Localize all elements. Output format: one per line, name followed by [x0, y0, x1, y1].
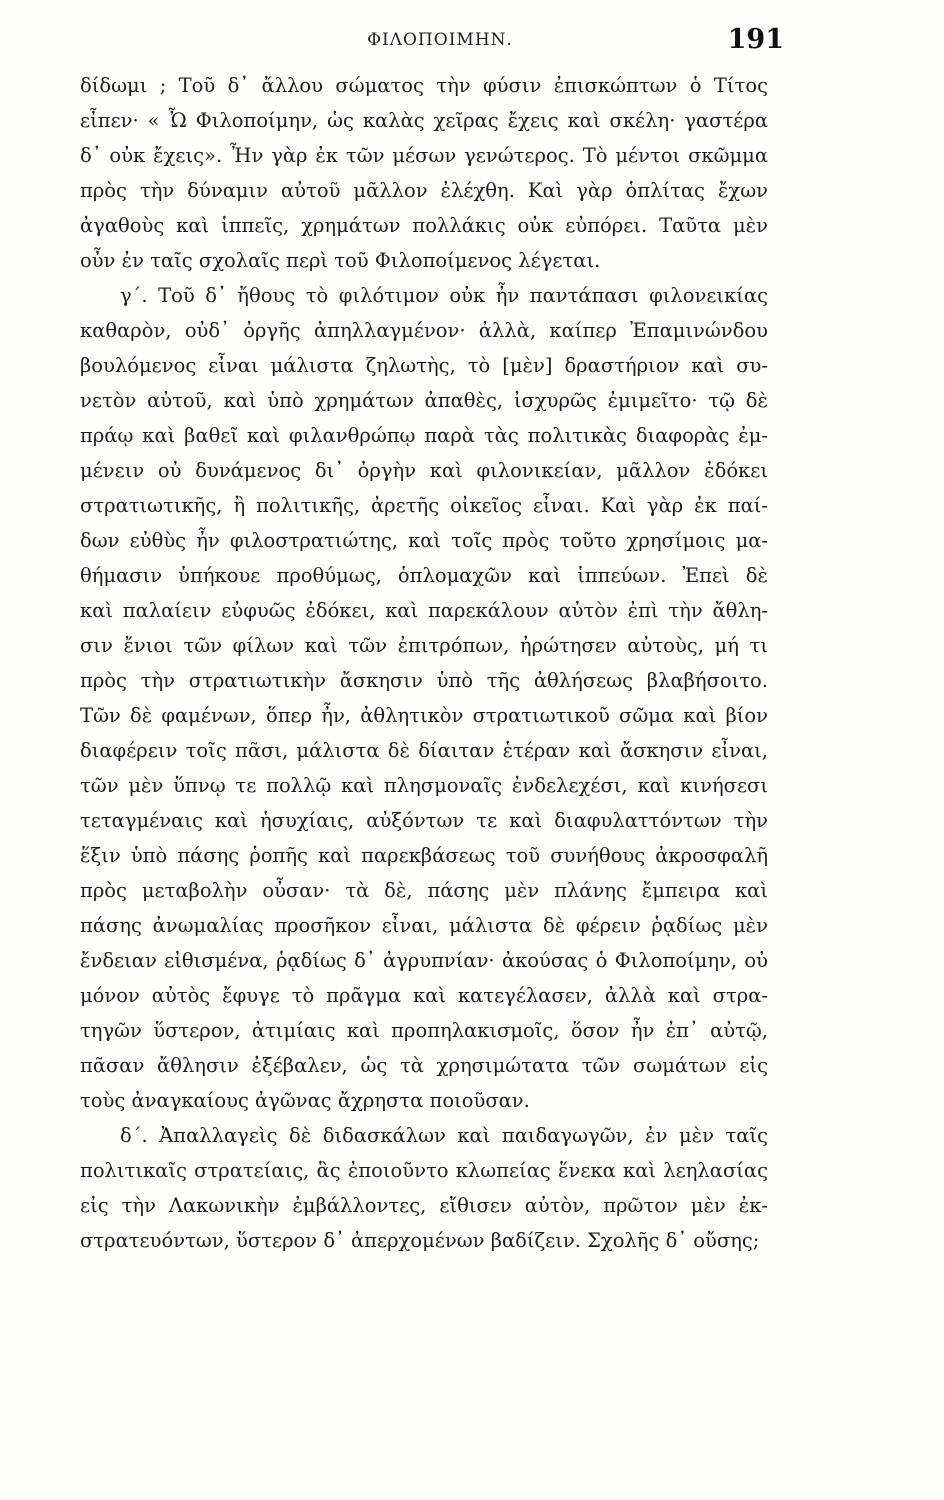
text-line: πράῳ καὶ βαθεῖ καὶ φιλανθρώπῳ παρὰ τὰς πολιτικὰς διαφορὰς ἐμ-: [80, 424, 768, 447]
text-line: πρὸς τὴν στρατιωτικὴν ἄσκησιν ὑπὸ τῆς ἀθλήσεως βλαβήσοιτο.: [80, 669, 768, 692]
text-line: βουλόμενος εἶναι μάλιστα ζηλωτὴς, τὸ [μὲν] δραστήριον καὶ συ-: [80, 354, 768, 377]
text-line: πολιτικαῖς στρατείαις, ἃς ἐποιοῦντο κλωπείας ἕνεκα καὶ λεηλασίας: [80, 1159, 768, 1182]
text-line: μένειν οὐ δυνάμενος δι᾽ ὀργὴν καὶ φιλονικείαν, μᾶλλον ἐδόκει: [80, 459, 768, 482]
page-number: 191: [727, 24, 784, 55]
text-line: τηγῶν ὕστερον, ἀτιμίαις καὶ προπηλακισμοῖς, ὅσον ἦν ἐπ᾽ αὐτῷ,: [80, 1019, 768, 1042]
text-line: πάσης ἀνωμαλίας προσῆκον εἶναι, μάλιστα δὲ φέρειν ῥᾳδίως μὲν: [80, 914, 768, 937]
text-line: θήμασιν ὑπήκουε προθύμως, ὁπλομαχῶν καὶ ἱππεύων. Ἐπεὶ δὲ: [80, 564, 768, 587]
text-line: μόνον αὐτὸς ἔφυγε τὸ πρᾶγμα καὶ κατεγέλασεν, ἀλλὰ καὶ στρα-: [80, 984, 768, 1007]
text-line: εἰς τὴν Λακωνικὴν ἐμβάλλοντες, εἴθισεν αὐτὸν, πρῶτον μὲν ἐκ-: [80, 1194, 768, 1217]
text-line: καθαρὸν, οὐδ᾽ ὀργῆς ἀπηλλαγμένον· ἀλλὰ, καίπερ Ἐπαμινώνδου: [80, 319, 768, 342]
text-line: εἶπεν· « Ὦ Φιλοποίμην, ὡς καλὰς χεῖρας ἔχεις καὶ σκέλη· γαστέρα: [80, 109, 768, 132]
text-line: πρὸς μεταβολὴν οὖσαν· τὰ δὲ, πάσης μὲν πλάνης ἔμπειρα καὶ: [80, 879, 768, 902]
text-line: πᾶσαν ἄθλησιν ἐξέβαλεν, ὡς τὰ χρησιμώτατα τῶν σωμάτων εἰς: [80, 1054, 768, 1077]
text-line: διαφέρειν τοῖς πᾶσι, μάλιστα δὲ δίαιταν ἑτέραν καὶ ἄσκησιν εἶναι,: [80, 739, 768, 762]
text-line: στρατιωτικῆς, ἢ πολιτικῆς, ἀρετῆς οἰκεῖος εἶναι. Καὶ γὰρ ἐκ παί-: [80, 494, 768, 517]
text-line: δων εὐθὺς ἦν φιλοστρατιώτης, καὶ τοῖς πρὸς τοῦτο χρησίμοις μα-: [80, 529, 768, 552]
text-line: σιν ἔνιοι τῶν φίλων καὶ τῶν ἐπιτρόπων, ἠρώτησεν αὐτοὺς, μή τι: [80, 634, 768, 657]
text-line: τῶν μὲν ὕπνῳ τε πολλῷ καὶ πλησμοναῖς ἐνδελεχέσι, καὶ κινήσεσι: [80, 774, 768, 797]
text-line: νετὸν αὐτοῦ, καὶ ὑπὸ χρημάτων ἀπαθὲς, ἰσχυρῶς ἐμιμεῖτο· τῷ δὲ: [80, 389, 768, 412]
paragraph-start-line: γ΄. Τοῦ δ᾽ ἤθους τὸ φιλότιμον οὐκ ἦν παντάπασι φιλονεικίας: [120, 284, 768, 307]
text-line: τεταγμέναις καὶ ἡσυχίαις, αὐξόντων τε καὶ διαφυλαττόντων τὴν: [80, 809, 768, 832]
paragraph-start-line: δ΄. Ἀπαλλαγεὶς δὲ διδασκάλων καὶ παιδαγωγῶν, ἐν μὲν ταῖς: [120, 1124, 768, 1147]
text-line: Τῶν δὲ φαμένων, ὅπερ ἦν, ἀθλητικὸν στρατιωτικοῦ σῶμα καὶ βίον: [80, 704, 768, 727]
running-title: ΦΙΛΟΠΟΙΜΗΝ.: [367, 30, 513, 50]
text-line: ἀγαθοὺς καὶ ἱππεῖς, χρημάτων πολλάκις οὐκ εὐπόρει. Ταῦτα μὲν: [80, 214, 768, 237]
text-line: ἕξιν ὑπὸ πάσης ῥοπῆς καὶ παρεκβάσεως τοῦ συνήθους ἀκροσφαλῆ: [80, 844, 768, 867]
text-line: ἔνδειαν εἰθισμένα, ῥᾳδίως δ᾽ ἀγρυπνίαν· ἀκούσας ὁ Φιλοποίμην, οὐ: [80, 949, 768, 972]
text-line: στρατευόντων, ὕστερον δ᾽ ἀπερχομένων βαδίζειν. Σχολῆς δ᾽ οὔσης;: [80, 1229, 760, 1252]
text-line: δ᾽ οὐκ ἔχεις». Ἦν γὰρ ἐκ τῶν μέσων γενώτερος. Τὸ μέντοι σκῶμμα: [80, 144, 768, 167]
text-line: τοὺς ἀναγκαίους ἀγῶνας ἄχρηστα ποιοῦσαν.: [80, 1089, 530, 1112]
text-line: δίδωμι ; Τοῦ δ᾽ ἄλλου σώματος τὴν φύσιν ἐπισκώπτων ὁ Τίτος: [80, 74, 768, 97]
text-line: οὖν ἐν ταῖς σχολαῖς περὶ τοῦ Φιλοποίμενος λέγεται.: [80, 249, 601, 272]
text-line: καὶ παλαίειν εὐφυῶς ἐδόκει, καὶ παρεκάλουν αὐτὸν ἐπὶ τὴν ἄθλη-: [80, 599, 768, 622]
body-text: [80, 68, 768, 1258]
text-line: πρὸς τὴν δύναμιν αὐτοῦ μᾶλλον ἐλέχθη. Καὶ γὰρ ὁπλίτας ἔχων: [80, 179, 768, 202]
